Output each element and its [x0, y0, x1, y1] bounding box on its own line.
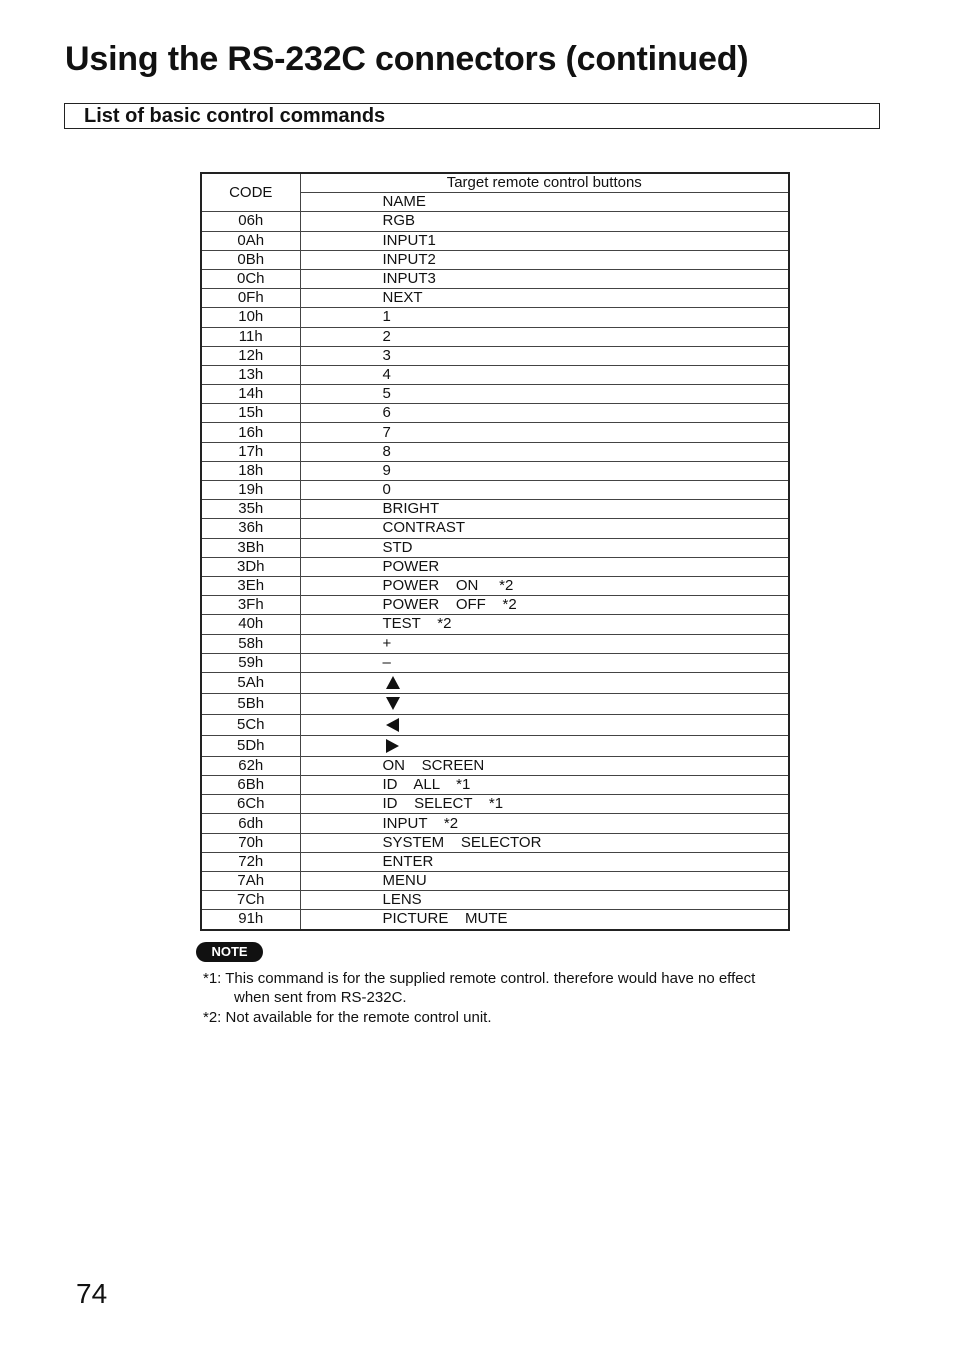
footnote-2: *2: Not available for the remote control unit. — [203, 1009, 492, 1026]
table-row — [201, 615, 789, 634]
command-name: POWER — [300, 557, 789, 576]
footnote-1-line-1: *1: This command is for the supplied remote control. therefore would have no effect — [203, 970, 756, 987]
table-row — [201, 365, 789, 384]
command-name: 1 — [300, 308, 789, 327]
command-table-body — [201, 212, 789, 930]
command-code: 58h — [201, 634, 300, 653]
page-title: Using the RS-232C connectors (continued) — [65, 40, 749, 78]
command-name: 8 — [300, 442, 789, 461]
command-code: 70h — [201, 833, 300, 852]
command-code: 6dh — [201, 814, 300, 833]
command-name: 2 — [300, 327, 789, 346]
page-number: 74 — [76, 1278, 108, 1309]
header-target: Target remote control buttons — [300, 173, 789, 193]
table-row — [201, 231, 789, 250]
footnote-1-line-2: when sent from RS-232C. — [234, 989, 407, 1006]
table-row — [201, 385, 789, 404]
command-name: RGB — [300, 212, 789, 231]
table-row — [201, 423, 789, 442]
table-row — [201, 269, 789, 288]
table-row — [201, 910, 789, 930]
command-code: 7Ah — [201, 872, 300, 891]
command-name-icon-cell — [300, 672, 789, 693]
command-name-icon-cell — [300, 735, 789, 756]
command-name: 3 — [300, 346, 789, 365]
command-code: 91h — [201, 910, 300, 930]
table-row — [201, 833, 789, 852]
table-row — [201, 308, 789, 327]
command-name: PICTURE MUTE — [300, 910, 789, 930]
command-code: 6Ch — [201, 795, 300, 814]
command-code: 17h — [201, 442, 300, 461]
command-code: 62h — [201, 756, 300, 775]
command-name-icon-cell — [300, 693, 789, 714]
command-code: 14h — [201, 385, 300, 404]
command-name: INPUT2 — [300, 250, 789, 269]
command-code: 11h — [201, 327, 300, 346]
command-name: INPUT *2 — [300, 814, 789, 833]
command-code: 0Fh — [201, 289, 300, 308]
command-code: 12h — [201, 346, 300, 365]
triangle-up-icon — [386, 676, 400, 689]
header-code: CODE — [201, 173, 300, 212]
table-row — [201, 653, 789, 672]
command-name: NEXT — [300, 289, 789, 308]
command-code: 0Ch — [201, 269, 300, 288]
table-row — [201, 289, 789, 308]
table-row — [201, 872, 789, 891]
command-code: 3Bh — [201, 538, 300, 557]
table-row — [201, 814, 789, 833]
command-name: POWER OFF *2 — [300, 596, 789, 615]
command-name: BRIGHT — [300, 500, 789, 519]
table-row — [201, 576, 789, 595]
table-row — [201, 891, 789, 910]
command-code: 5Bh — [201, 693, 300, 714]
section-title: List of basic control commands — [84, 105, 386, 127]
command-code: 0Ah — [201, 231, 300, 250]
command-code: 3Eh — [201, 576, 300, 595]
command-name: SYSTEM SELECTOR — [300, 833, 789, 852]
command-code: 40h — [201, 615, 300, 634]
command-name: CONTRAST — [300, 519, 789, 538]
command-code: 19h — [201, 481, 300, 500]
command-name: POWER ON *2 — [300, 576, 789, 595]
command-code: 3Fh — [201, 596, 300, 615]
command-name-icon-cell — [300, 714, 789, 735]
command-code: 18h — [201, 461, 300, 480]
command-code: 35h — [201, 500, 300, 519]
table-row — [201, 852, 789, 871]
command-code: 10h — [201, 308, 300, 327]
command-name: 9 — [300, 461, 789, 480]
table-row — [201, 442, 789, 461]
table-row — [201, 714, 789, 735]
command-code: 72h — [201, 852, 300, 871]
command-code: 16h — [201, 423, 300, 442]
triangle-left-icon — [386, 718, 399, 732]
note-badge: NOTE — [196, 942, 263, 962]
command-code: 0Bh — [201, 250, 300, 269]
command-code: 5Dh — [201, 735, 300, 756]
table-row — [201, 346, 789, 365]
table-row — [201, 461, 789, 480]
table-row — [201, 327, 789, 346]
triangle-right-icon — [386, 739, 399, 753]
command-name: ID ALL *1 — [300, 776, 789, 795]
command-name: STD — [300, 538, 789, 557]
table-row — [201, 756, 789, 775]
command-name: – — [300, 653, 789, 672]
command-name: 5 — [300, 385, 789, 404]
header-name: NAME — [300, 193, 789, 212]
table-row — [201, 672, 789, 693]
table-row — [201, 735, 789, 756]
command-name: 7 — [300, 423, 789, 442]
command-code: 36h — [201, 519, 300, 538]
command-code: 13h — [201, 365, 300, 384]
command-name: 6 — [300, 404, 789, 423]
command-code: 3Dh — [201, 557, 300, 576]
command-table — [200, 172, 790, 931]
command-code: 06h — [201, 212, 300, 231]
command-name: 0 — [300, 481, 789, 500]
section-header — [64, 103, 880, 129]
table-row — [201, 519, 789, 538]
command-name: INPUT3 — [300, 269, 789, 288]
command-name: 4 — [300, 365, 789, 384]
table-row — [201, 212, 789, 231]
table-row — [201, 557, 789, 576]
command-name: MENU — [300, 872, 789, 891]
table-row — [201, 776, 789, 795]
table-row — [201, 500, 789, 519]
table-row — [201, 596, 789, 615]
command-name: INPUT1 — [300, 231, 789, 250]
command-name: + — [300, 634, 789, 653]
table-row — [201, 538, 789, 557]
command-name: ID SELECT *1 — [300, 795, 789, 814]
command-code: 6Bh — [201, 776, 300, 795]
command-code: 5Ch — [201, 714, 300, 735]
command-code: 5Ah — [201, 672, 300, 693]
table-row — [201, 481, 789, 500]
table-row — [201, 693, 789, 714]
command-code: 15h — [201, 404, 300, 423]
command-code: 59h — [201, 653, 300, 672]
command-name: ENTER — [300, 852, 789, 871]
table-row — [201, 404, 789, 423]
command-name: TEST *2 — [300, 615, 789, 634]
table-row — [201, 250, 789, 269]
table-row — [201, 795, 789, 814]
table-row — [201, 634, 789, 653]
command-name: ON SCREEN — [300, 756, 789, 775]
triangle-down-icon — [386, 697, 400, 710]
command-name: LENS — [300, 891, 789, 910]
command-code: 7Ch — [201, 891, 300, 910]
